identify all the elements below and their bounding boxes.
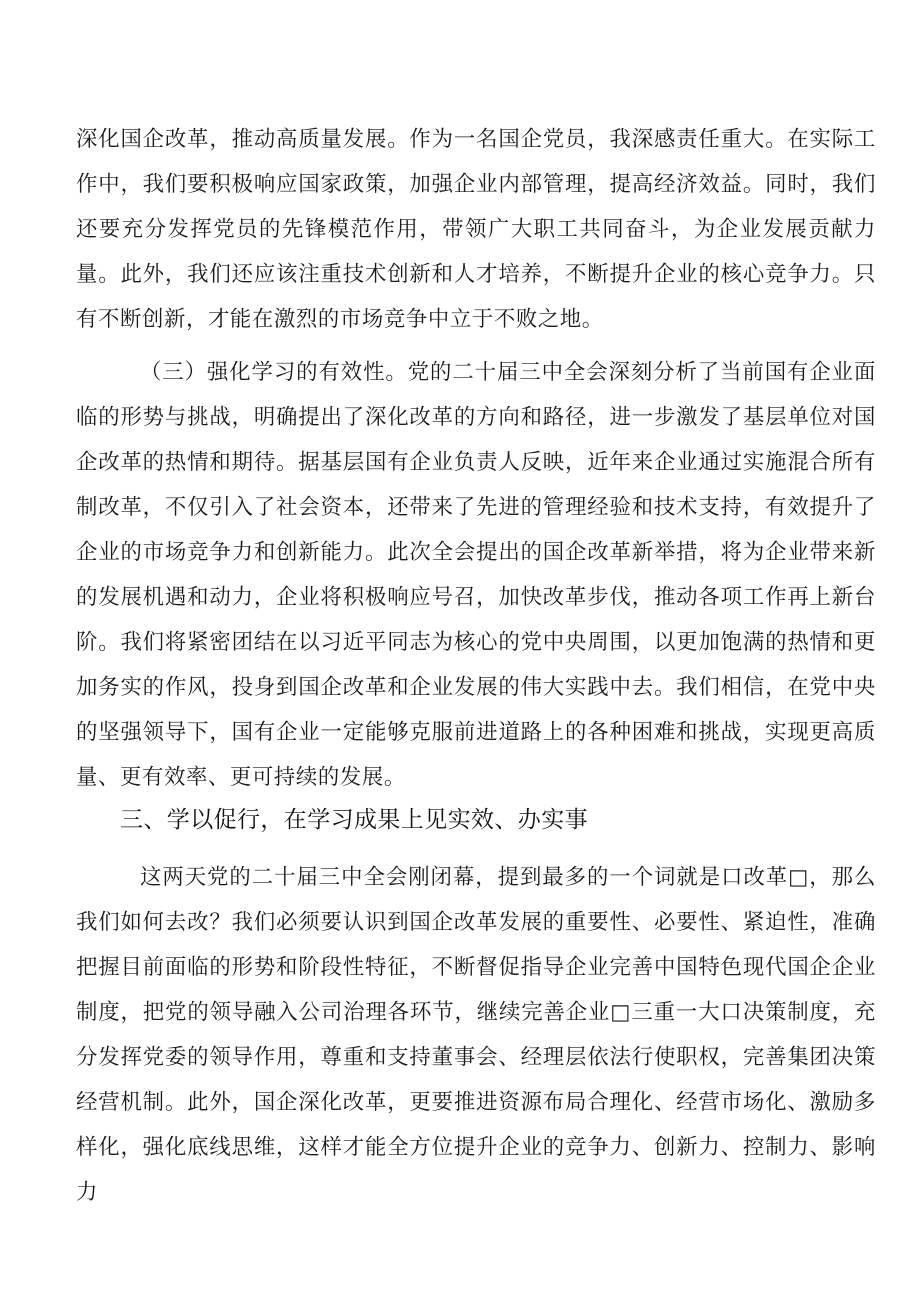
section-heading-part-3: 三、学以促行，在学习成果上见实效、办实事 [120, 807, 588, 833]
paragraph-continued: 深化国企改革，推动高质量发展。作为一名国企党员，我深感责任重大。在实际工作中，我们要积极响应国家政策，加强企业内部管理，提高经济效益。同时，我们还要充分发挥党员的先锋模范作用，带领广大职工共同奋斗，为企业发展贡献力量。此外，我们还应该注重技术创新和人才培养，不断提升企业的核心竞争力。只有不断创新，才能在激烈的市场竞争中立于不败之地。 [76, 127, 876, 332]
paragraph-section-3-strengthen-learning: （三）强化学习的有效性。党的二十届三中全会深刻分析了当前国有企业面临的形势与挑战，明确提出了深化改革的方向和路径，进一步激发了基层单位对国企改革的热情和期待。据基层国有企业负责人反映，近年来企业通过实施混合所有制改革，不仅引入了社会资本，还带来了先进的管理经验和技术支持，有效提升了企业的市场竞争力和创新能力。此次全会提出的国企改革新举措，将为企业带来新的发展机遇和动力，企业将积极响应号召，加快改革步伐，推动各项工作再上新台阶。我们将紧密团结在以习近平同志为核心的党中央周围，以更加饱满的热情和更加务实的作风，投身到国企改革和企业发展的伟大实践中去。我们相信，在党中央的坚强领导下，国有企业一定能够克服前进道路上的各种困难和挑战，实现更高质量、更有效率、更可持续的发展。 [76, 360, 876, 790]
paragraph-part-3-body: 这两天党的二十届三中全会刚闭幕，提到最多的一个词就是口改革□，那么我们如何去改？我们必须要认识到国企改革发展的重要性、必要性、紧迫性，准确把握目前面临的形势和阶段性特征，不断督促指导企业完善中国特色现代国企企业制度，把党的领导融入公司治理各环节，继续完善企业□三重一大口决策制度，充分发挥党委的领导作用，尊重和支持董事会、经理层依法行使职权，完善集团决策经营机制。此外，国企深化改革，更要推进资源布局合理化、经营市场化、激励多样化，强化底线思维，这样才能全方位提升企业的竞争力、创新力、控制力、影响力 [76, 865, 876, 1205]
